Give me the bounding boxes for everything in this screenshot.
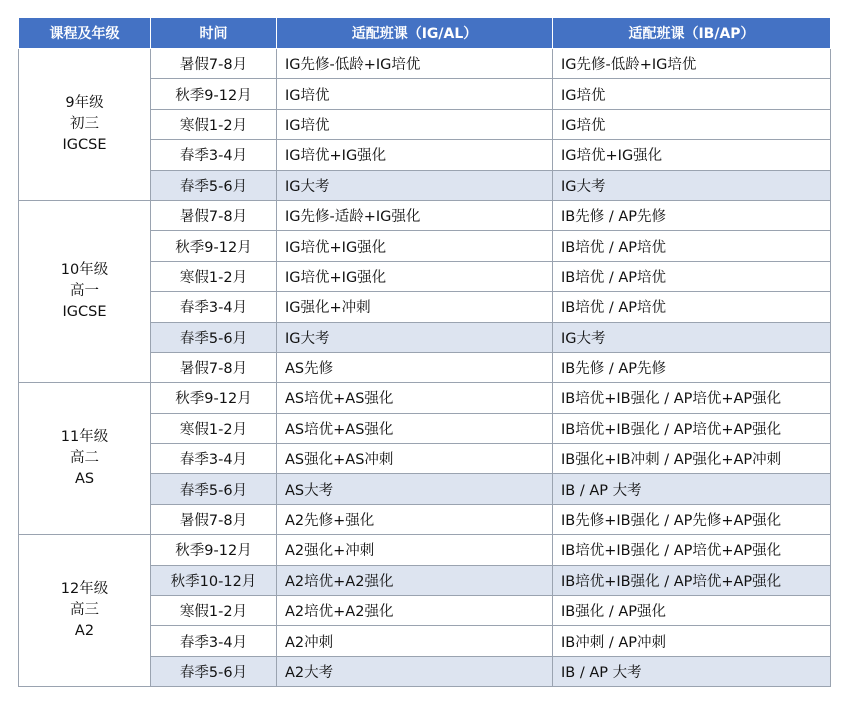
igal-cell: AS培优+AS强化 xyxy=(277,413,553,443)
ibap-cell: IG培优+IG强化 xyxy=(553,140,831,170)
grade-label-line: IGCSE xyxy=(62,304,107,321)
ibap-cell: IB培优+IB强化 / AP培优+AP强化 xyxy=(553,413,831,443)
igal-cell: A2先修+强化 xyxy=(277,504,553,534)
grade-label-line: A2 xyxy=(74,623,95,640)
ibap-cell: IB先修+IB强化 / AP先修+AP强化 xyxy=(553,504,831,534)
time-cell: 暑假7-8月 xyxy=(151,200,277,230)
ibap-cell: IB培优 / AP培优 xyxy=(553,261,831,291)
grade-cell xyxy=(19,383,151,535)
ibap-cell: IB培优+IB强化 / AP培优+AP强化 xyxy=(553,535,831,565)
time-cell: 暑假7-8月 xyxy=(151,504,277,534)
time-cell: 春季5-6月 xyxy=(151,322,277,352)
igal-cell: IG培优+IG强化 xyxy=(277,140,553,170)
grade-label-line: AS xyxy=(74,471,95,488)
grade-label-line: 初三 xyxy=(70,115,99,132)
time-cell: 春季3-4月 xyxy=(151,140,277,170)
ibap-cell: IG大考 xyxy=(553,170,831,200)
igal-cell: IG培优+IG强化 xyxy=(277,261,553,291)
table-row xyxy=(19,49,831,79)
time-cell: 春季3-4月 xyxy=(151,444,277,474)
ibap-cell: IB先修 / AP先修 xyxy=(553,200,831,230)
igal-cell: IG大考 xyxy=(277,322,553,352)
igal-cell: AS先修 xyxy=(277,352,553,382)
grade-label-line: 高三 xyxy=(70,602,99,619)
grade-cell xyxy=(19,200,151,382)
igal-cell: IG大考 xyxy=(277,170,553,200)
time-cell: 春季5-6月 xyxy=(151,656,277,686)
grade-label-line: 高二 xyxy=(70,450,99,467)
ibap-cell: IB培优 / AP培优 xyxy=(553,292,831,322)
ibap-cell: IB培优+IB强化 / AP培优+AP强化 xyxy=(553,565,831,595)
ibap-cell: IB培优 / AP培优 xyxy=(553,231,831,261)
time-cell: 春季3-4月 xyxy=(151,292,277,322)
table-header-row xyxy=(19,18,831,49)
grade-label-line: 高一 xyxy=(70,283,99,300)
ibap-cell: IB强化+IB冲刺 / AP强化+AP冲刺 xyxy=(553,444,831,474)
igal-cell: A2强化+冲刺 xyxy=(277,535,553,565)
grade-cell xyxy=(19,535,151,687)
time-cell: 春季5-6月 xyxy=(151,474,277,504)
ibap-cell: IB / AP 大考 xyxy=(553,474,831,504)
igal-cell: AS强化+AS冲刺 xyxy=(277,444,553,474)
header-igal: 适配班课（IG/AL） xyxy=(277,18,553,49)
time-cell: 暑假7-8月 xyxy=(151,49,277,79)
time-cell: 春季3-4月 xyxy=(151,626,277,656)
table-body xyxy=(19,49,831,687)
igal-cell: IG培优+IG强化 xyxy=(277,231,553,261)
igal-cell: A2培优+A2强化 xyxy=(277,596,553,626)
time-cell: 寒假1-2月 xyxy=(151,261,277,291)
ibap-cell: IB / AP 大考 xyxy=(553,656,831,686)
table-row xyxy=(19,535,831,565)
ibap-cell: IB培优+IB强化 / AP培优+AP强化 xyxy=(553,383,831,413)
table-row xyxy=(19,383,831,413)
igal-cell: IG强化+冲刺 xyxy=(277,292,553,322)
ibap-cell: IB冲刺 / AP冲刺 xyxy=(553,626,831,656)
time-cell: 秋季10-12月 xyxy=(151,565,277,595)
igal-cell: AS大考 xyxy=(277,474,553,504)
time-cell: 秋季9-12月 xyxy=(151,231,277,261)
time-cell: 寒假1-2月 xyxy=(151,413,277,443)
time-cell: 寒假1-2月 xyxy=(151,596,277,626)
ibap-cell: IG大考 xyxy=(553,322,831,352)
igal-cell: IG先修-适龄+IG强化 xyxy=(277,200,553,230)
igal-cell: A2冲刺 xyxy=(277,626,553,656)
ibap-cell: IG培优 xyxy=(553,109,831,139)
course-schedule-table xyxy=(18,17,831,687)
grade-label-line: 11年级 xyxy=(60,429,109,446)
header-grade: 课程及年级 xyxy=(19,18,151,49)
igal-cell: A2大考 xyxy=(277,656,553,686)
grade-label-line: 10年级 xyxy=(60,262,109,279)
grade-cell xyxy=(19,49,151,201)
time-cell: 寒假1-2月 xyxy=(151,109,277,139)
igal-cell: A2培优+A2强化 xyxy=(277,565,553,595)
ibap-cell: IB强化 / AP强化 xyxy=(553,596,831,626)
time-cell: 暑假7-8月 xyxy=(151,352,277,382)
ibap-cell: IB先修 / AP先修 xyxy=(553,352,831,382)
header-time: 时间 xyxy=(151,18,277,49)
ibap-cell: IG先修-低龄+IG培优 xyxy=(553,49,831,79)
time-cell: 秋季9-12月 xyxy=(151,535,277,565)
grade-label-line: IGCSE xyxy=(62,136,107,153)
table-row xyxy=(19,200,831,230)
igal-cell: IG先修-低龄+IG培优 xyxy=(277,49,553,79)
grade-label-line: 9年级 xyxy=(65,94,104,111)
course-table-container xyxy=(18,17,830,687)
grade-label-line: 12年级 xyxy=(60,581,109,598)
igal-cell: IG培优 xyxy=(277,109,553,139)
time-cell: 春季5-6月 xyxy=(151,170,277,200)
igal-cell: IG培优 xyxy=(277,79,553,109)
ibap-cell: IG培优 xyxy=(553,79,831,109)
time-cell: 秋季9-12月 xyxy=(151,383,277,413)
time-cell: 秋季9-12月 xyxy=(151,79,277,109)
igal-cell: AS培优+AS强化 xyxy=(277,383,553,413)
header-ibap: 适配班课（IB/AP） xyxy=(553,18,831,49)
